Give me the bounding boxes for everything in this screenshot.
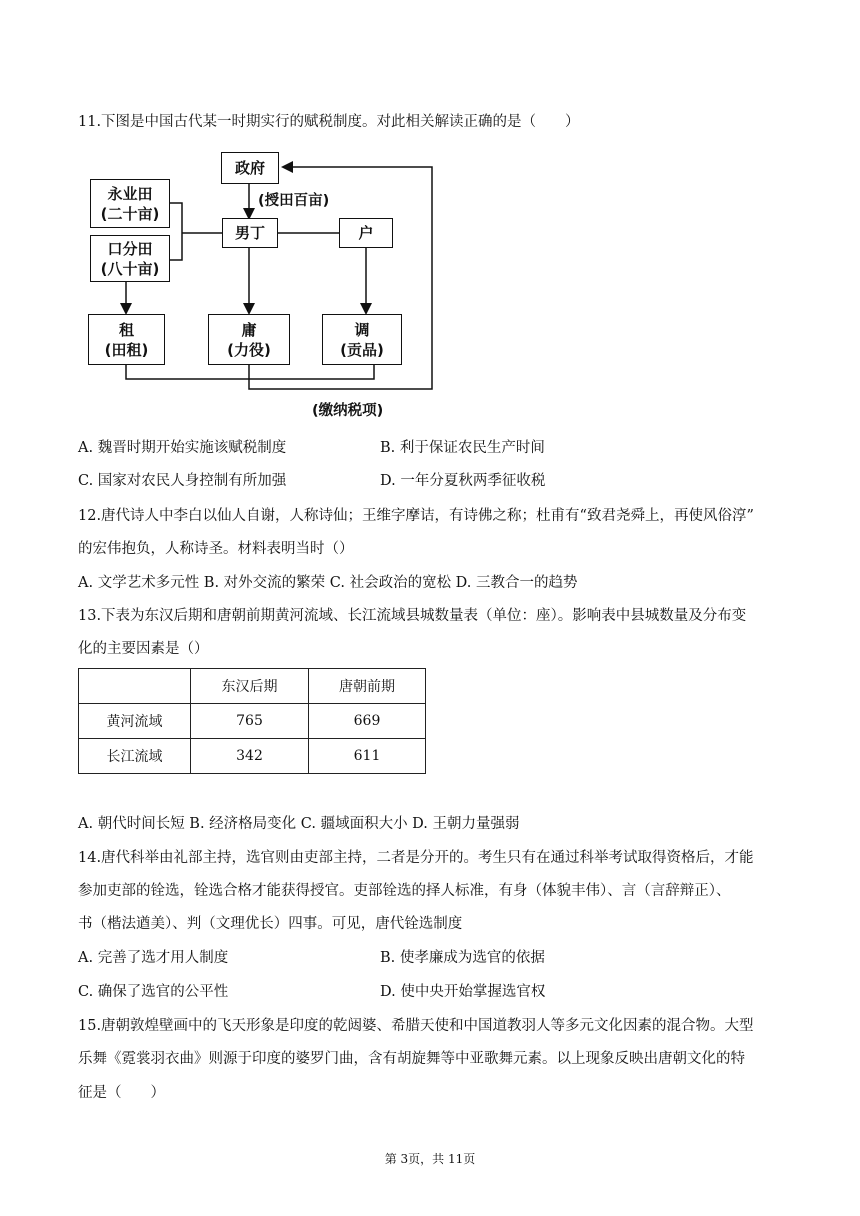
q15-stem-line3: 征是（ ） <box>78 1085 165 1101</box>
koufen-field-label: 口分田 <box>107 239 153 258</box>
diao-label: 调 <box>354 320 370 339</box>
zu-box <box>88 314 165 365</box>
yong-label: 庸 <box>241 320 257 339</box>
q14-stem-line2: 参加吏部的铨选，铨选合格才能获得授官。吏部铨选的择人标准，有身（体貌丰伟）、言（言辞辩正）、 <box>78 883 731 899</box>
q14-option-a: A. 完善了选才用人制度 <box>78 950 229 966</box>
table-cell: 765 <box>191 704 309 739</box>
q13-stem-line2: 化的主要因素是（） <box>78 641 209 657</box>
zu-label: 租 <box>118 320 134 339</box>
table-header-cell <box>79 669 191 704</box>
household-box <box>339 218 393 248</box>
q13-stem-line1: 13.下表为东汉后期和唐朝前期黄河流域、长江流域县城数量表（单位：座）。影响表中县城数量及分布变 <box>78 608 747 624</box>
government-box <box>221 152 279 184</box>
q15-stem-line2: 乐舞《霓裳羽衣曲》则源于印度的婆罗门曲，含有胡旋舞等中亚歌舞元素。以上现象反映出唐朝文化的特 <box>78 1051 745 1067</box>
adult-male-label: 男丁 <box>234 224 265 242</box>
q14-option-b: B. 使孝廉成为选官的依据 <box>380 950 545 966</box>
table-cell: 342 <box>191 739 309 774</box>
land-grant-label: (授田百亩) <box>258 193 330 209</box>
yongye-field-box <box>90 179 170 228</box>
q14-option-c: C. 确保了选官的公平性 <box>78 984 229 1000</box>
household-label: 户 <box>358 224 374 242</box>
table-header-cell: 东汉后期 <box>191 669 309 704</box>
table-cell: 669 <box>309 704 426 739</box>
yong-box <box>208 314 290 365</box>
koufen-field-area: (八十亩) <box>100 259 160 278</box>
q12-stem-line1: 12.唐代诗人中李白以仙人自谢，人称诗仙；王维字摩诘，有诗佛之称；杜甫有“致君尧舜上，再使风俗淳” <box>78 508 754 524</box>
zu-desc: (田租) <box>104 340 149 359</box>
q12-stem-line2: 的宏伟抱负，人称诗圣。材料表明当时（） <box>78 541 354 557</box>
q14-stem-line1: 14.唐代科举由礼部主持，选官则由吏部主持，二者是分开的。考生只有在通过科举考试取得资格后，才能 <box>78 850 754 866</box>
table-row <box>79 704 426 739</box>
q15-stem-line1: 15.唐朝敦煌壁画中的飞天形象是印度的乾闼婆、希腊天使和中国道教羽人等多元文化因素的混合物。大型 <box>78 1018 754 1034</box>
koufen-field-box <box>90 235 170 282</box>
tax-system-diagram <box>78 145 448 425</box>
q11-option-d: D. 一年分夏秋两季征收税 <box>380 473 546 489</box>
q13-options: A. 朝代时间长短 B. 经济格局变化 C. 疆域面积大小 D. 王朝力量强弱 <box>78 816 520 832</box>
yongye-field-area: (二十亩) <box>100 204 160 223</box>
q14-stem-line3: 书（楷法遒美）、判（文理优长）四事。可见，唐代铨选制度 <box>78 916 463 932</box>
q11-stem: 11.下图是中国古代某一时期实行的赋税制度。对此相关解读正确的是（ ） <box>78 114 580 130</box>
table-row <box>79 739 426 774</box>
q11-option-c: C. 国家对农民人身控制有所加强 <box>78 473 287 489</box>
tax-items-label: (缴纳税项) <box>312 403 384 419</box>
yongye-field-label: 永业田 <box>107 184 153 203</box>
q11-option-b: B. 利于保证农民生产时间 <box>380 440 545 456</box>
q11-option-a: A. 魏晋时期开始实施该赋税制度 <box>78 440 287 456</box>
table-header-cell: 唐朝前期 <box>309 669 426 704</box>
diao-desc: (贡品) <box>340 340 384 359</box>
table-cell: 黄河流域 <box>79 704 191 739</box>
page-footer: 第 3页，共 11页 <box>384 1152 476 1166</box>
q12-options: A. 文学艺术多元性 B. 对外交流的繁荣 C. 社会政治的宽松 D. 三教合一的趋势 <box>78 575 578 591</box>
yong-desc: (力役) <box>227 340 271 359</box>
county-count-table <box>78 668 426 774</box>
q14-option-d: D. 使中央开始掌握选官权 <box>380 984 546 1000</box>
table-header-row <box>79 669 426 704</box>
diao-box <box>322 314 402 365</box>
table-cell: 611 <box>309 739 426 774</box>
government-label: 政府 <box>234 159 265 177</box>
adult-male-box <box>222 218 278 248</box>
table-cell: 长江流域 <box>79 739 191 774</box>
